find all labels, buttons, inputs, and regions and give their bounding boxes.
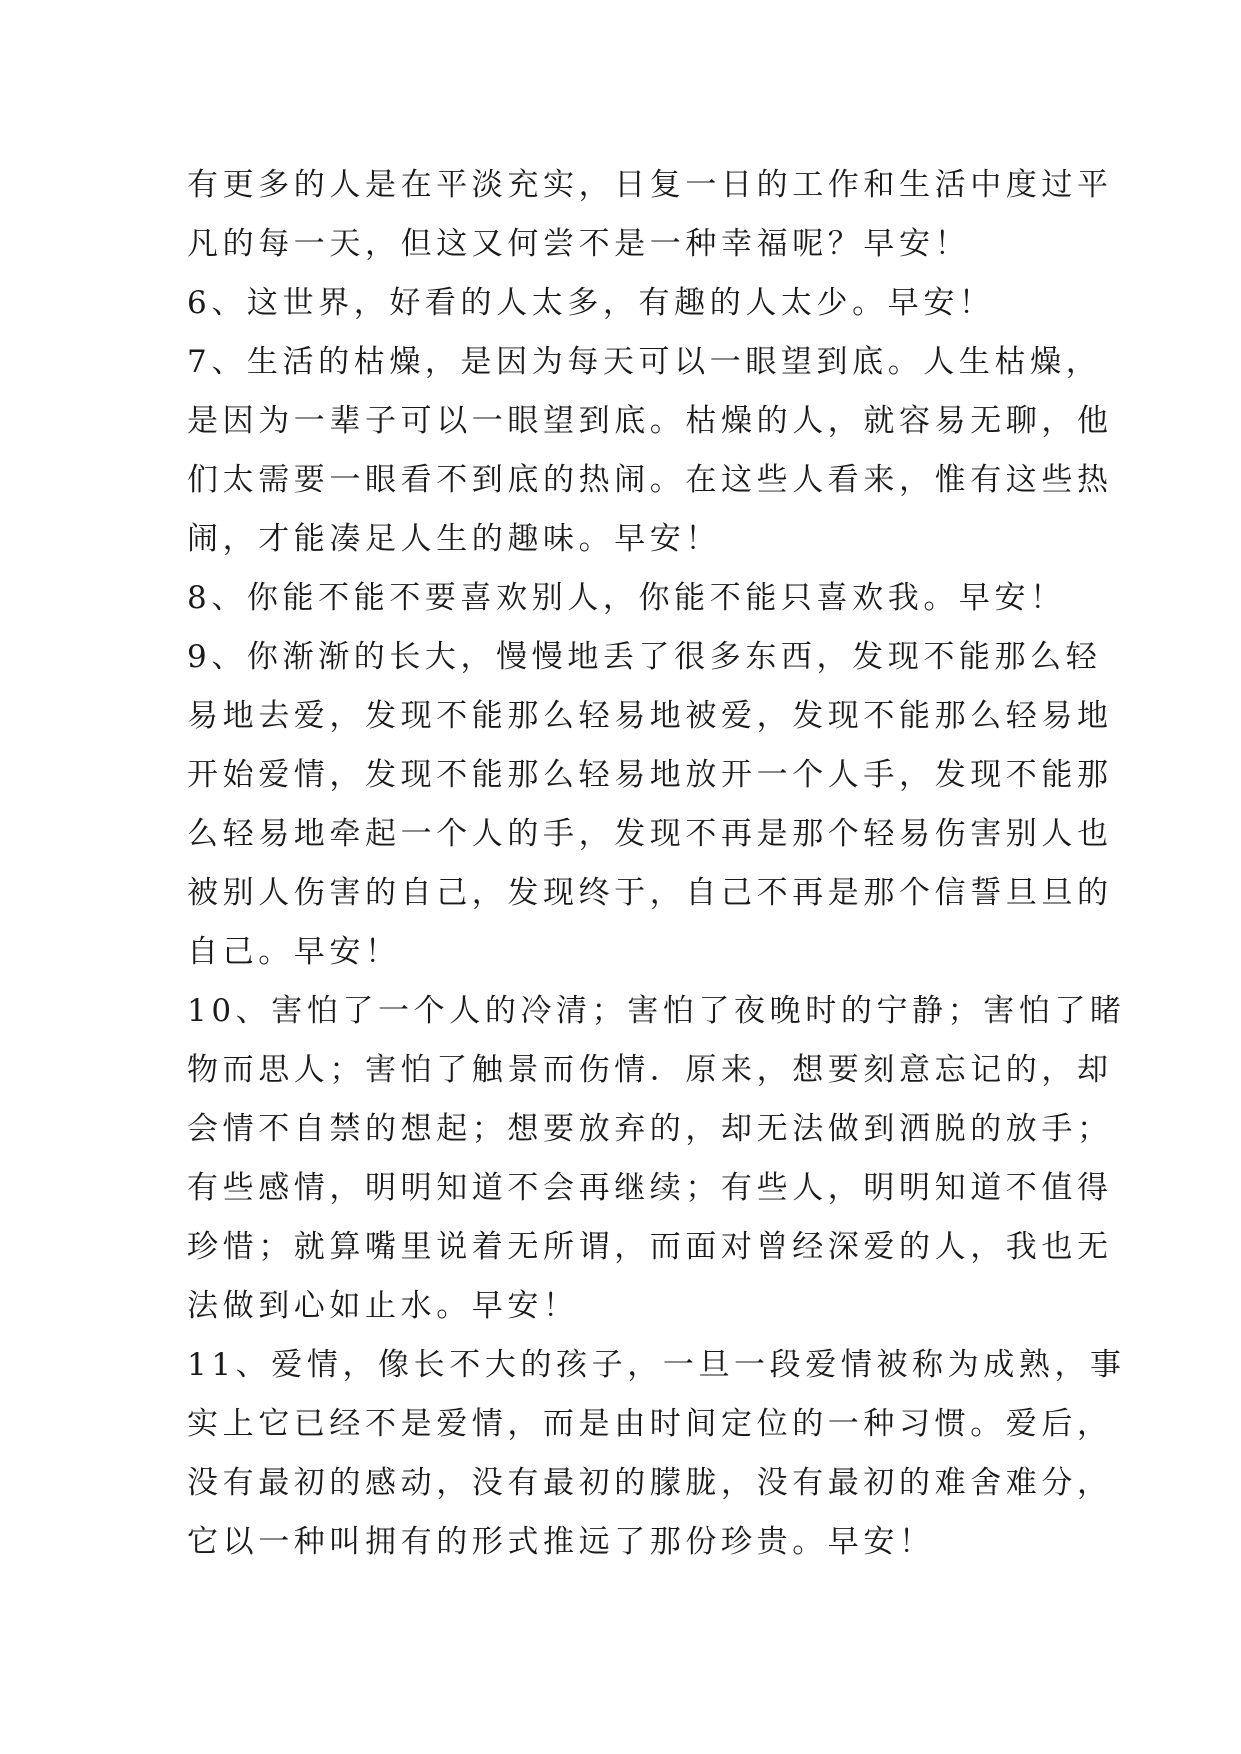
body-text xyxy=(187,156,1126,1572)
text-line: 会情不自禁的想起；想要放弃的，却无法做到洒脱的放手； xyxy=(187,1111,1113,1147)
text-line: 有些感情，明明知道不会再继续；有些人，明明知道不值得 xyxy=(187,1170,1113,1206)
text-line: 法做到心如止水。早安！ xyxy=(187,1288,579,1324)
text-line: 物而思人；害怕了触景而伤情．原来，想要刻意忘记的，却 xyxy=(187,1052,1113,1088)
text-line: 有更多的人是在平淡充实，日复一日的工作和生活中度过平 xyxy=(187,167,1113,203)
text-line: 6、这世界，好看的人太多，有趣的人太少。早安！ xyxy=(187,285,995,321)
text-line: 开始爱情，发现不能那么轻易地放开一个人手，发现不能那 xyxy=(187,757,1113,793)
text-line: 被别人伤害的自己，发现终于，自己不再是那个信誓旦旦的 xyxy=(187,875,1113,911)
text-line: 是因为一辈子可以一眼望到底。枯燥的人，就容易无聊，他 xyxy=(187,403,1113,439)
text-line: 9、你渐渐的长大，慢慢地丢了很多东西，发现不能那么轻 xyxy=(187,639,1102,675)
text-line: 10、害怕了一个人的冷清；害怕了夜晚时的宁静；害怕了睹 xyxy=(187,993,1126,1029)
text-line: 闹，才能凑足人生的趣味。早安！ xyxy=(187,521,721,557)
text-line: 它以一种叫拥有的形式推远了那份珍贵。早安！ xyxy=(187,1524,935,1560)
text-line: 珍惜；就算嘴里说着无所谓，而面对曾经深爱的人，我也无 xyxy=(187,1229,1113,1265)
text-line: 实上它已经不是爱情，而是由时间定位的一种习惯。爱后， xyxy=(187,1406,1113,1442)
text-line: 11、爱情，像长不大的孩子，一旦一段爱情被称为成熟，事 xyxy=(187,1347,1126,1383)
text-line: 凡的每一天，但这又何尝不是一种幸福呢？早安！ xyxy=(187,226,971,262)
text-line: 8、你能不能不要喜欢别人，你能不能只喜欢我。早安！ xyxy=(187,580,1066,616)
text-line: 7、生活的枯燥，是因为每天可以一眼望到底。人生枯燥， xyxy=(187,344,1102,380)
text-line: 易地去爱，发现不能那么轻易地被爱，发现不能那么轻易地 xyxy=(187,698,1113,734)
text-line: 自己。早安！ xyxy=(187,934,401,970)
text-line: 们太需要一眼看不到底的热闹。在这些人看来，惟有这些热 xyxy=(187,462,1113,498)
text-line: 没有最初的感动，没有最初的朦胧，没有最初的难舍难分， xyxy=(187,1465,1113,1501)
text-line: 么轻易地牵起一个人的手，发现不再是那个轻易伤害别人也 xyxy=(187,816,1113,852)
